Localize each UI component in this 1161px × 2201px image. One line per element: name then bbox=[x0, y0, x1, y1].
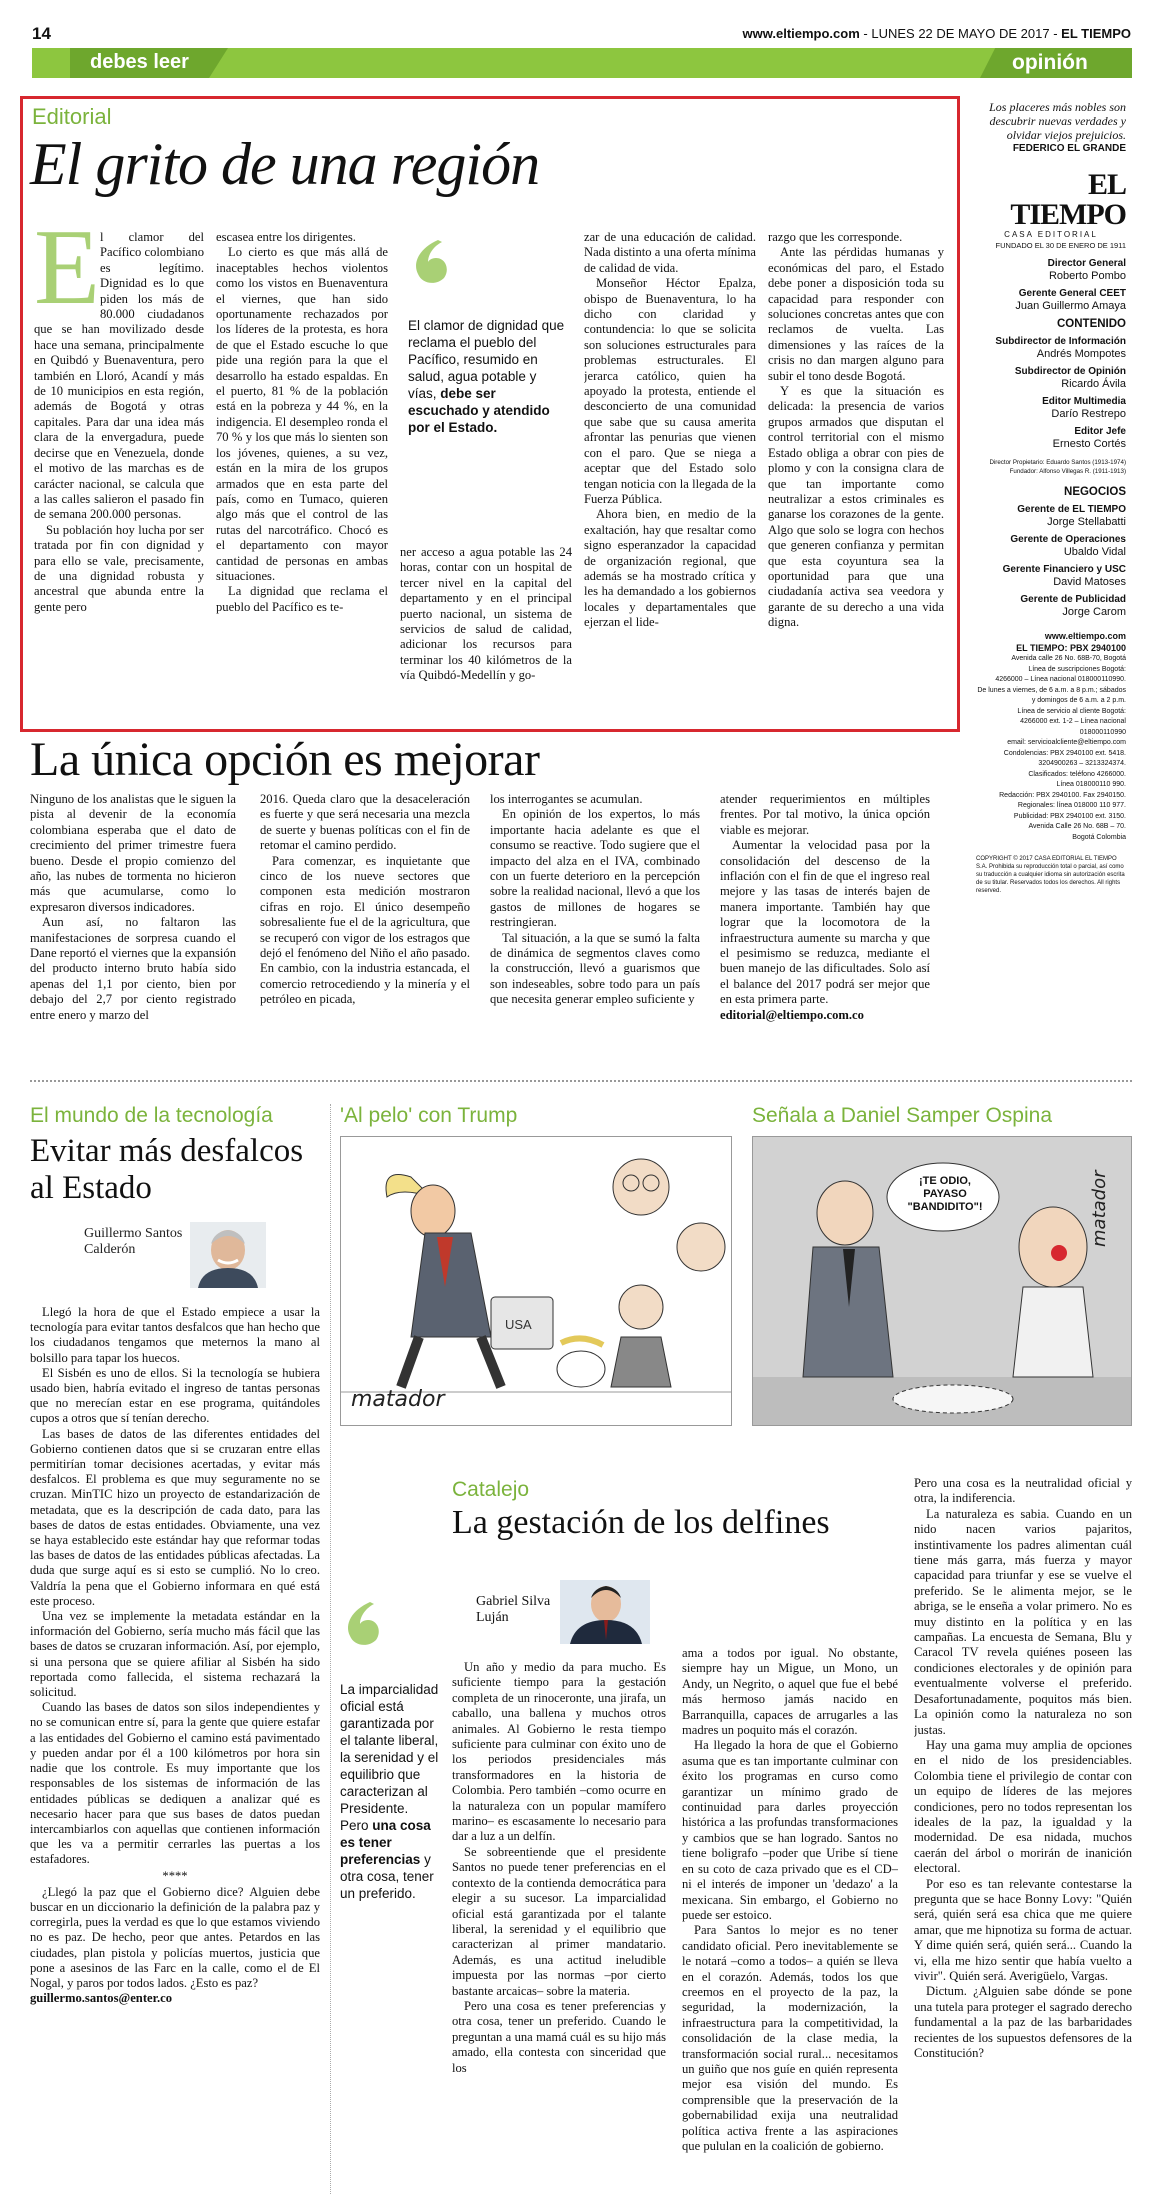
column-divider bbox=[330, 1104, 331, 2194]
section-tag-left[interactable]: debes leer bbox=[90, 51, 189, 73]
article2-paragraph: Para comenzar, es inquietante que cinco de los nueve sectores que componen esta medición mostraron cifras en rojo. El único desempeño sobresaliente fue el de la agricultura, que se recuperó con vigor de los estragos que dejó el fenómeno del Niño el año pasado. En cambio, con la industria estancada, el comercio retrocediendo y la minería y el petróleo en picada, bbox=[260, 853, 470, 1007]
header-paper: EL TIEMPO bbox=[1061, 26, 1131, 41]
masthead-copyright: COPYRIGHT © 2017 CASA EDITORIAL EL TIEMPO S.A. Prohibida su reproducción total o parcial, así como su traducción a cualquier idioma sin autorización escrita de su titular. Reservados todos los derechos. All rights reserved. bbox=[976, 856, 1125, 894]
tech-separator: **** bbox=[162, 1868, 188, 1883]
editorial-col-3 bbox=[400, 545, 572, 723]
staff-role-label: Gerente General CEET bbox=[1018, 288, 1126, 299]
masthead-contact-line: Condolencias: PBX 2940100 ext. 5418. bbox=[1003, 749, 1126, 757]
author-portrait-icon bbox=[560, 1580, 650, 1644]
staff-name: Ubaldo Vidal bbox=[1063, 546, 1126, 558]
catalejo-paragraph: Un año y medio da para mucho. Es suficiente tiempo para la gestación completa de un rinoceronte, una jirafa, un caballo, una ballena y muchos otros animales. Al Gobierno le resta tiempo suficiente para culminar con éxito uno de los periodos presidenciales más transformadores en la historia de Colombia. Pero también –como ocurre en la naturaleza con un popular mamífero marino– es escasamente lo necesario para dar a luz a un delfín. bbox=[452, 1660, 666, 1844]
cartoon2-kicker: Señala a Daniel Samper Ospina bbox=[752, 1104, 1053, 1127]
header-dateline bbox=[743, 26, 1131, 41]
article2-paragraph: los interrogantes se acumulan. bbox=[490, 792, 643, 806]
masthead-staff-role bbox=[976, 594, 1126, 618]
tech-body bbox=[30, 1305, 320, 2185]
masthead-contact-line: Línea de servicio al cliente Bogotá: bbox=[1017, 707, 1126, 715]
masthead-logo-sub: CASA EDITORIAL bbox=[1004, 230, 1098, 239]
article2-col-4 bbox=[720, 792, 930, 1082]
pull-quote-normal: La imparcialidad oficial está garantizada por el talante liberal, la serenidad y el equilibrio que caracterizan al Presidente. Pero bbox=[340, 1682, 439, 1833]
staff-name: Jorge Carom bbox=[1062, 606, 1126, 618]
staff-role-label: Editor Jefe bbox=[1074, 426, 1126, 437]
editorial-paragraph: escasea entre los dirigentes. bbox=[216, 230, 356, 244]
catalejo-author-photo bbox=[560, 1580, 650, 1644]
catalejo-paragraph: Por eso es tan relevante contestarse la pregunta que se hace Bonny Lovy: "Quién será, quién será esa chica que me quiere amar, que me hipnotiza su forma de actuar. Y dime quién será, quién será... Cuando la vi, ella me hizo sentir que había vuelto a vivir". Quién será. Averigüelo, Vargas. bbox=[914, 1876, 1132, 1983]
pull-quote bbox=[408, 238, 566, 436]
masthead-content-title: CONTENIDO bbox=[1057, 318, 1126, 330]
masthead-content-staff bbox=[976, 336, 1126, 450]
masthead-contact-line[interactable]: www.eltiempo.com bbox=[1044, 631, 1126, 641]
pull-quote-bold: una cosa es tener preferencias bbox=[340, 1818, 431, 1867]
staff-name: Darío Restrepo bbox=[1051, 408, 1126, 420]
masthead-contact bbox=[976, 630, 1126, 843]
editorial-paragraph: Su población hoy lucha por ser tratada por fin con dignidad y para ello se vale, precisamente, de una dignidad robusta y ancestral que abunda entre la gente pero bbox=[34, 522, 204, 614]
masthead-owner-1: Director Propietario: Eduardo Santos (1913-1974) bbox=[989, 459, 1126, 466]
masthead-staff-role bbox=[976, 366, 1126, 390]
article2-paragraph: Aun así, no faltaron las manifestaciones de sorpresa cuando el Dane reportó el viernes que la expansión del producto interno bruto había sido apenas del 1,1 por ciento, bien por debajo del 2,7 por ciento registrado entre enero y marzo del bbox=[30, 915, 236, 1022]
masthead-staff-role bbox=[976, 288, 1126, 312]
article2-email[interactable]: editorial@eltiempo.com.co bbox=[720, 1007, 864, 1022]
editorial-paragraph: Monseñor Héctor Epalza, obispo de Buenaventura, lo ha dicho con claridad y contundencia: lo que se solicita son soluciones estructurales para problemas estructurales. El jerarca católico, quien ha apoyado la protesta, entiende el desconcierto de una comunidad que sabe que su causa amerita afrontar las penurias que vienen con el paro. Que se niega a aceptar que del Estado solo tengan noticia con la llegada de la Fuerza Pública. bbox=[584, 276, 756, 506]
pull-quote-text bbox=[408, 317, 566, 436]
section-divider bbox=[30, 1080, 1132, 1082]
masthead-staff-role bbox=[976, 396, 1126, 420]
editorial-col-4 bbox=[584, 230, 756, 722]
editorial-paragraph: ner acceso a agua potable las 24 horas, contar con un hospital de tercer nivel en la capital del departamento y en el principal puerto nacional, un sistema de servicios de salud de calidad, adicionar los recursos para terminar los 40 kilómetros de la vía Quibdó-Medellín y go- bbox=[400, 545, 572, 683]
masthead-staff bbox=[976, 258, 1126, 312]
masthead-contact-line: Línea 018000110 990. bbox=[1056, 781, 1126, 788]
catalejo-col-3 bbox=[914, 1476, 1132, 2186]
cartoon2-signature: matador bbox=[1089, 1170, 1110, 1247]
tech-paragraph: Una vez se implemente la metadata estándar en la información del Gobierno, sería mucho más fácil que las bases de datos se cruzaran información. Así, por ejemplo, si una persona que se quiere afiliar al Sisbén ha sido reportada como fallecida, el sistema rechazará la solicitud. bbox=[30, 1609, 320, 1700]
article2-paragraph: Tal situación, a la que se sumó la falta de dinámica de segmentos claves como la construcción, llevó a guarismos que son indeseables, sobre todo para un país que necesita generar empleo suficiente y bbox=[490, 930, 700, 1007]
catalejo-paragraph: ama a todos por igual. No obstante, siempre hay un Migue, un Mono, un Andy, un Negrito, o aquel que fue el bebé más hermoso jamás nacido en Barranquilla, capaces de arrugarles a las madres un poquito más el corazón. bbox=[682, 1646, 898, 1738]
masthead-contact-line: Regionales: línea 018000 110 977. bbox=[1017, 802, 1126, 809]
masthead-contact-line: 3204900263 – 3213324374. bbox=[1038, 760, 1126, 767]
catalejo-paragraph: Pero una cosa es la neutralidad oficial y otra, la indiferencia. bbox=[914, 1476, 1132, 1506]
article2-paragraph: 2016. Queda claro que la desaceleración es fuerte y que será necesaria una mezcla de suerte y buenas políticas con el fin de retomar el camino perdido. bbox=[260, 792, 470, 853]
tech-author-box bbox=[30, 1222, 266, 1288]
editorial-paragraph: razgo que les corresponde. bbox=[768, 230, 903, 244]
staff-role-label: Gerente de EL TIEMPO bbox=[1017, 504, 1126, 515]
catalejo-paragraph: Hay una gama muy amplia de opciones en el nido de los presidenciables. Colombia tiene el privilegio de contar con un equipo de líderes de las mejores condiciones, pero no todos representan los ideales de la paz, la igualdad y la modernidad. De esa nidada, muchos caerán del árbol o morirán de inanición electoral. bbox=[914, 1737, 1132, 1876]
catalejo-kicker: Catalejo bbox=[452, 1478, 530, 1501]
editorial-paragraph: Lo cierto es que más allá de inaceptables hechos violentos como los vistos en Buenaventura el viernes, que han sido oportunamente rechazados por los líderes de la protesta, es hora de que el Estado escuche lo que pide una región para la que el desarrollo ha estado espaldas. En el puerto, 81 % de la población está en la pobreza y 44 %, en la indigencia. El desempleo ronda el 70 % y los que más lo sienten son los jóvenes, quienes, a su vez, están en la mira de los grupos armados que en esta parte del país, como en Tumaco, quieren algo más que el control de las rutas del narcotráfico. Chocó es el departamento con mayor cantidad de personas en ambas situaciones. bbox=[216, 245, 388, 583]
staff-name: Andrés Mompotes bbox=[1036, 348, 1126, 360]
catalejo-paragraph: Para Santos lo mejor es no tener candidato oficial. Pero inevitablemente se le notará –como a todos– a quién se lleva en el corazón. Además, todos los que creemos en el proyecto de la paz, la seguridad, la modernización, la infraestructura para la competitividad, la consolidación de la clase media, la transformación social rural... necesitamos un guiño que nos guíe en quién representa mejor esa visión del mundo. Es comprensible que la preservación de la gobernabilidad exija una neutralidad política activa frente a las aspiraciones que pululan en la coalición de gobierno. bbox=[682, 1923, 898, 2153]
article2-col-1 bbox=[30, 792, 236, 1082]
masthead-logo[interactable]: EL TIEMPO bbox=[1010, 168, 1126, 231]
cartoon2-frame bbox=[752, 1136, 1132, 1426]
catalejo-col-2 bbox=[682, 1646, 898, 2186]
cartoon1-signature: matador bbox=[351, 1387, 445, 1412]
cartoon1-kicker: 'Al pelo' con Trump bbox=[340, 1104, 518, 1127]
staff-role-label: Subdirector de Opinión bbox=[1014, 366, 1126, 377]
staff-role-label: Gerente de Publicidad bbox=[1020, 594, 1126, 605]
catalejo-paragraph: Pero una cosa es tener preferencias y otra cosa, tener un preferido. Cuando le preguntan a una mamá cuál es su hijo más amado, ella contesta con sinceridad que los bbox=[452, 1998, 666, 2075]
staff-role-label: Subdirector de Información bbox=[995, 336, 1126, 347]
article2-col-2 bbox=[260, 792, 470, 1082]
cartoon-trump-illustration bbox=[341, 1137, 732, 1426]
masthead-founded: FUNDADO EL 30 DE ENERO DE 1911 bbox=[995, 241, 1126, 250]
editorial-col-5 bbox=[768, 230, 944, 722]
editorial-kicker: Editorial bbox=[32, 104, 112, 129]
masthead-contact-line: Clasificados: teléfono 4266000. bbox=[1028, 770, 1126, 778]
suitcase-label: USA bbox=[505, 1317, 532, 1332]
catalejo-author-name: Gabriel Silva Luján bbox=[476, 1594, 551, 1625]
editorial-paragraph: zar de una educación de calidad. Nada distinto a una oferta mínima de calidad de vida. bbox=[584, 230, 756, 275]
masthead-contact-line: 4266000 – Línea nacional 018000110990. bbox=[995, 676, 1126, 683]
quote-mark-icon bbox=[340, 1600, 384, 1652]
masthead-contact-line: y domingos de 6 a.m. a 2 p.m. bbox=[1031, 697, 1126, 704]
catalejo-pull-quote bbox=[340, 1600, 440, 1902]
catalejo-title: La gestación de los delfines bbox=[452, 1504, 830, 1541]
catalejo-paragraph: Ha llegado la hora de que el Gobierno asuma que es tan importante culminar con éxito los programas en curso como garantizar un mínimo grado de continuidad para darles proyección histórica a las profundas transformaciones y cambios que se han logrado. Santos no tiene boligrafo –poder que Uribe sí tiene en su coto de caza privado que es el CD– ni el interés de imponer un 'dedazo' a la mexicana. Sin embargo, el Gobierno no puede ser estoico. bbox=[682, 1738, 898, 1922]
article2-paragraph: En opinión de los expertos, lo más importante hacia adelante es que el consumo se reactive. Todo sugiere que el impacto del alza en el IVA, combinado con un fuerte deterioro en la percepción sobre la realidad nacional, llevó a que los gastos de millones de hogares se restringieran. bbox=[490, 807, 700, 930]
staff-role-label: Gerente de Operaciones bbox=[1010, 534, 1126, 545]
editorial-paragraph: Y es que la situación es delicada: la presencia de varios grupos armados que disputan el control territorial con el mismo Estado obliga a obrar con pies de plomo y con la consigna clara de que tan importante como neutralizar a estos criminales es ganarse los corazones de la gente. Algo que solo se logra con hechos que generen confianza y permitan que esta coyuntura sea la oportunidad para que una ciudadanía activa sea veedora y garante de su derecho a una vida digna. bbox=[768, 384, 944, 630]
editorial-col-1 bbox=[34, 230, 204, 722]
masthead-contact-line: Avenida Calle 26 No. 68B – 70. bbox=[1028, 823, 1126, 830]
masthead-quote: Los placeres más nobles son descubrir nuevas verdades y olvidar viejos prejuicios. bbox=[989, 100, 1126, 142]
dateline-sep: - bbox=[1053, 26, 1062, 41]
article2-paragraph: Aumentar la velocidad pasa por la consolidación del descenso de la inflación con el fin de que el ingreso real mejore y las tasas de interés bajen de manera importante. También hay que lograr que la locomotora de la infraestructura aumente su marcha y que el pesimismo se reduzca, mediante el buen manejo de las dificultades. Solo así el balance del 2017 podrá ser mejor que en esta primera parte. bbox=[720, 838, 930, 1007]
masthead bbox=[976, 100, 1126, 895]
section-tag-right[interactable]: opinión bbox=[1012, 51, 1088, 74]
staff-role-label: Editor Multimedia bbox=[1042, 396, 1126, 407]
masthead-business-title: NEGOCIOS bbox=[1064, 486, 1126, 498]
masthead-contact-line: De lunes a viernes, de 6 a.m. a 8 p.m.; sábados bbox=[977, 686, 1126, 694]
catalejo-paragraph: Se sobreentiende que el presidente Santos no puede tener preferencias en el contexto de la contienda democrática para elegir a su sucesor. La imparcialidad oficial está garantizada por el talante liberal, la serenidad y el equilibrio que caracterizan al primer mandatario. Además, es una actitud ineludible impuesta por las normas –por cierto bastante arcaicas– sobre la materia. bbox=[452, 1844, 666, 1998]
dateline-sep: - bbox=[863, 26, 872, 41]
tech-kicker: El mundo de la tecnología bbox=[30, 1104, 273, 1127]
masthead-staff-role bbox=[976, 564, 1126, 588]
pull-quote-bold: debe ser escuchado y atendido por el Estado. bbox=[408, 386, 550, 435]
header-site[interactable]: www.eltiempo.com bbox=[742, 26, 860, 41]
tech-paragraph: Las bases de datos de las diferentes entidades del Gobierno contienen datos que si se cruzaran entre ellas permitirían tomar decisiones acertadas, y evitar más desfalcos. El problema es que muy seguramente no se cruzan. MinTIC hizo un proyecto de estandarización de metadata, que es la descripción de cada dato, para las bases de datos de estas entidades. Obviamente, una vez se haya establecido este estándar hay que reformar todas las bases de datos de las entidades públicas afectadas. La duda que surge aquí es si esto se cumplió. No lo creo. Valdría la pena que el Gobierno informara en qué está este proceso. bbox=[30, 1426, 320, 1608]
article2-paragraph: Ninguno de los analistas que le siguen la pista al devenir de la economía colombiana esperaba que el dato de crecimiento del primer trimestre fuera bueno. Desde el propio comienzo del año, las nubes de tormenta no hicieron más que acumularse, como lo expresaron diversos indicadores. bbox=[30, 792, 236, 914]
staff-name: Ricardo Ávila bbox=[1061, 378, 1126, 390]
editorial-paragraph: Ante las pérdidas humanas y económicas del paro, el Estado debe poner a disposición toda su capacidad para responder con soluciones concretas antes que con reclamos de vuelta. Las dimensiones y las raíces de la crisis no dan margen alguno para subir el tono desde Bogotá. bbox=[768, 245, 944, 383]
staff-role-label: Director General bbox=[1047, 258, 1126, 269]
staff-role-label: Gerente Financiero y USC bbox=[1002, 564, 1126, 575]
catalejo-col-1 bbox=[452, 1660, 666, 2185]
tech-paragraph: Llegó la hora de que el Estado empiece a usar la tecnología para evitar tantos desfalcos que han hecho que los ciudadanos tengamos que meternos la mano al bolsillo para tapar los huecos. bbox=[30, 1305, 320, 1365]
masthead-staff-role bbox=[976, 336, 1126, 360]
masthead-staff-role bbox=[976, 258, 1126, 282]
editorial-col-2 bbox=[216, 230, 388, 722]
catalejo-pull-quote-text bbox=[340, 1681, 440, 1902]
quote-mark-icon bbox=[408, 238, 452, 290]
staff-name: Ernesto Cortés bbox=[1052, 438, 1126, 450]
staff-name: Roberto Pombo bbox=[1048, 270, 1126, 282]
drop-cap-spacer bbox=[34, 230, 100, 322]
staff-name: David Matoses bbox=[1053, 576, 1126, 588]
masthead-contact-line: Bogotá Colombia bbox=[1072, 833, 1126, 841]
catalejo-paragraph: La naturaleza es sabia. Cuando en un nido nacen varios pajaritos, instintivamente los padres alimentan cuál tiene más garra, más fuerza y mayor capacidad para triunfar y ese se vuelve el preferido. Se le alimenta mejor, se le abriga, se le enseña a volar primero. No es muy distinto en la política y en las campañas. La encuesta de Semana, Blu y Caracol TV revela quiénes poseen las condiciones electorales y de opinión para eventualmente volverse el preferido. Desafortunadamente, poquitos más bien. La opinión como la naturaleza no son justas. bbox=[914, 1506, 1132, 1737]
article2-paragraph: atender requerimientos en múltiples frentes. Por tal motivo, la única opción viable es mejorar. bbox=[720, 792, 930, 837]
masthead-contact-line: Publicidad: PBX 2940100 ext. 3150. bbox=[1013, 812, 1126, 820]
tech-author-photo bbox=[190, 1222, 266, 1288]
editorial-title: El grito de una región bbox=[30, 131, 540, 197]
tech-paragraph: Cuando las bases de datos son silos independientes y no se comunican entre sí, para la gente que quiere estafar a las entidades del Gobierno el camino está pavimentado y pueden andar por él a 100 kilómetros por hora sin nadie que los controle. Es muy importante que los responsables de los sistemas de información de las entidades públicas se dediquen a analizar qué es necesario hacer para que sus bases de datos puedan intercambiarlos con aquellas que contienen información que les va a permitir cerrarles las puertas a los estafadores. bbox=[30, 1700, 320, 1867]
tech-paragraph: El Sisbén es uno de ellos. Si la tecnología se hubiera usado bien, habría evitado el ingreso de tantas personas que no merecían estar en ese programa, quitándoles cupos a otros que sí tenían derecho. bbox=[30, 1365, 320, 1426]
editorial-paragraph: Ahora bien, en medio de la exaltación, hay que resaltar como signo esperanzador la capacidad de organización regional, que además se ha mostrado crítica y les ha demandado a los gobiernos locales y departamentales que ejerzan el lide- bbox=[584, 507, 756, 630]
masthead-staff-role bbox=[976, 534, 1126, 558]
masthead-staff-role bbox=[976, 426, 1126, 450]
tech-title: Evitar más desfalcos al Estado bbox=[30, 1133, 304, 1206]
masthead-contact-line: EL TIEMPO: PBX 2940100 bbox=[1016, 643, 1126, 653]
pull-quote-normal: El clamor de dignidad que reclama el pueblo del Pacífico, resumido en salud, agua potable y vías, bbox=[408, 318, 565, 401]
staff-name: Jorge Stellabatti bbox=[1047, 516, 1126, 528]
masthead-contact-line: Línea de suscripciones Bogotá: bbox=[1028, 665, 1126, 673]
page-number: 14 bbox=[32, 24, 51, 43]
masthead-contact-line: Avenida calle 26 No. 68B-70, Bogotá bbox=[1011, 655, 1126, 662]
masthead-contact-line: 4266000 ext. 1-2 – Línea nacional 018000110990 bbox=[1020, 718, 1126, 736]
masthead-staff-role bbox=[976, 504, 1126, 528]
catalejo-author-box bbox=[460, 1580, 690, 1644]
drop-cap: E bbox=[34, 208, 100, 327]
masthead-owner-2: Fundador: Alfonso Villegas R. (1911-1913) bbox=[1009, 468, 1126, 475]
article2-title: La única opción es mejorar bbox=[30, 733, 540, 786]
tech-paragraph: ¿Llegó la paz que el Gobierno dice? Alguien debe buscar en un diccionario la definición de la palabra paz y corregirla, pues la verdad es que lo que estamos viviendo no es paz. De hecho, peor que antes. Petardos en las ciudades, plan pistola y policías muertos, justicia que pone a asesinos de las Farc en la calle, como el de El Nogal, y paros por todos lados. ¿Esto es paz? bbox=[30, 1884, 320, 1990]
article2-col-3 bbox=[490, 792, 700, 1082]
staff-name: Juan Guillermo Amaya bbox=[1015, 300, 1126, 312]
masthead-contact-line: Redacción: PBX 2940100. Fax 2940150. bbox=[999, 791, 1126, 799]
editorial-paragraph: La dignidad que reclama el pueblo del Pacífico es te- bbox=[216, 584, 388, 614]
masthead-quote-author: FEDERICO EL GRANDE bbox=[1012, 143, 1126, 154]
cartoon1-frame bbox=[340, 1136, 732, 1426]
editorial-paragraph: l clamor del Pacífico colombiano es legítimo. Dignidad es lo que piden los más de 80.000 ciudadanos que se han movilizado desde hace una semana, principalmente en Quibdó y Buenaventura, pero también en Lloró, Acandí y más de 10 municipios en esta región, además de Bogotá y otras capitales. Para dar una idea más clara de la envergadura, puede decirse que en Venezuela, donde el motivo de las marchas es de carácter nacional, se calcula que a las calles salieron el pasado fin de semana 200.000 personas. bbox=[34, 230, 204, 522]
cartoon2-bubble: ¡TE ODIO, PAYASO "BANDIDITO"! bbox=[907, 1175, 983, 1213]
author-portrait-icon bbox=[190, 1222, 266, 1288]
pull-quote-tail: y otra cosa, tener un preferido. bbox=[340, 1852, 434, 1901]
tech-author-name: Guillermo Santos Calderón bbox=[84, 1226, 183, 1257]
catalejo-paragraph: Dictum. ¿Alguien sabe dónde se pone una tutela para proteger el sagrado derecho fundamental a la paz de las barbaridades recientes de los supuestos defensores de la Constitución? bbox=[914, 1984, 1132, 2061]
header-date: LUNES 22 DE MAYO DE 2017 bbox=[871, 26, 1050, 41]
tech-email[interactable]: guillermo.santos@enter.co bbox=[30, 1991, 173, 2006]
masthead-business-staff bbox=[976, 504, 1126, 618]
masthead-contact-line: email: servicioalcliente@eltiempo.com bbox=[1007, 739, 1126, 746]
